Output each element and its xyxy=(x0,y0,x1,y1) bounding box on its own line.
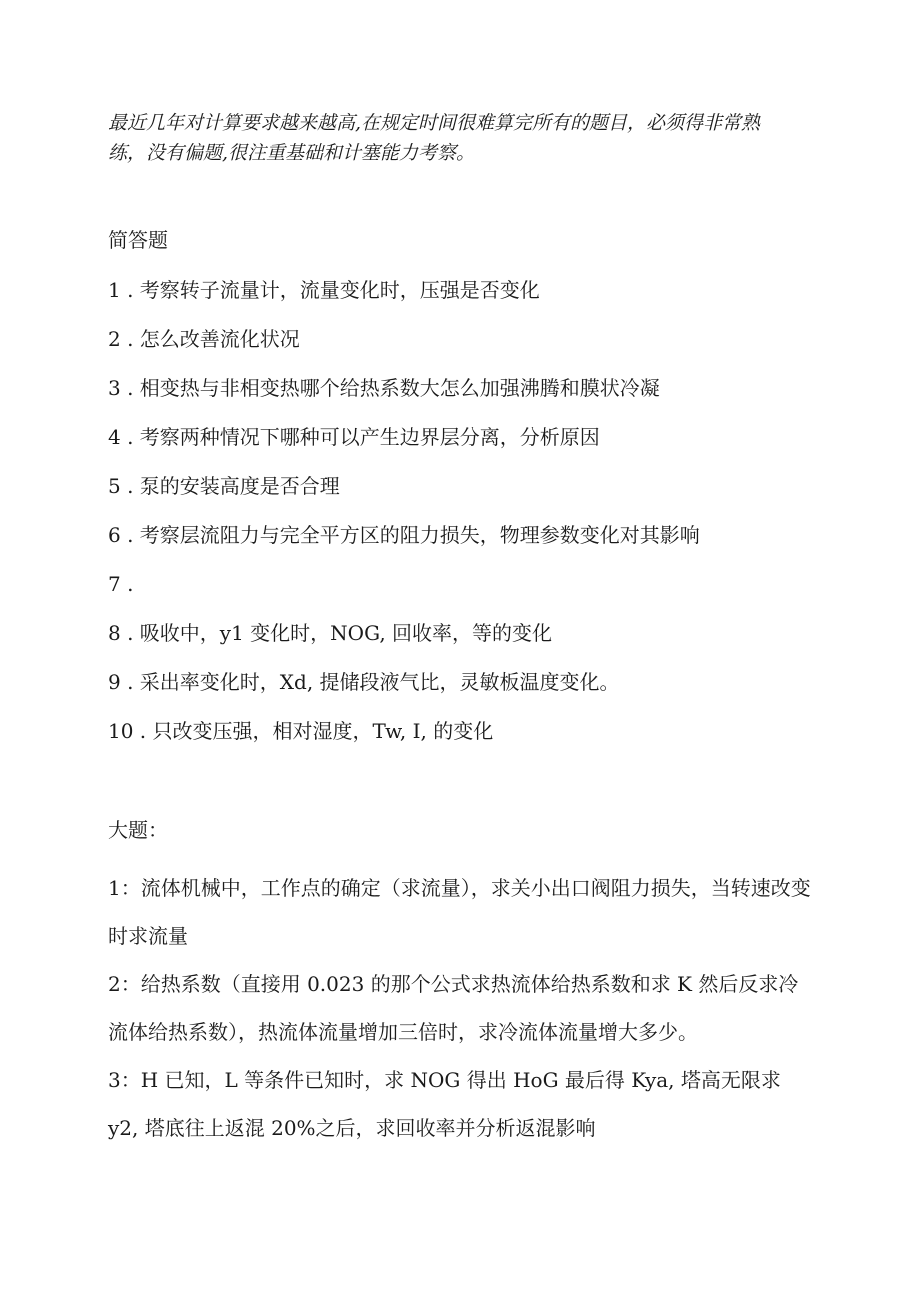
intro-paragraph: 最近几年对计算要求越来越高,在规定时间很难算完所有的题目，必须得非常熟练，没有偏题,很注重基础和计塞能力考察。 xyxy=(108,112,761,164)
short-answer-heading: 简答题 xyxy=(108,228,168,252)
big-questions-list xyxy=(108,864,814,1152)
short-answer-item-10: 10 . 只改变压强，相对湿度，Tw, I, 的变化 xyxy=(108,719,494,743)
big-questions-heading: 大题： xyxy=(108,818,168,842)
short-answer-item-5: 5 . 泵的安装高度是否合理 xyxy=(108,474,340,498)
short-answer-item-6: 6 . 考察层流阻力与完全平方区的阻力损失，物理参数变化对其影响 xyxy=(108,523,700,547)
big-question-3: 3：H 已知，L 等条件已知时，求 NOG 得出 HoG 最后得 Kya, 塔高无限求 y2, 塔底往上返混 20%之后，求回收率并分析返混影响 xyxy=(108,1068,781,1140)
big-question-2: 2：给热系数（直接用 0.023 的那个公式求热流体给热系数和求 K 然后反求冷流体给热系数），热流体流量增加三倍时，求冷流体流量增大多少。 xyxy=(108,972,799,1044)
short-answer-item-4: 4 . 考察两种情况下哪种可以产生边界层分离，分析原因 xyxy=(108,425,600,449)
short-answer-item-7: 7 . xyxy=(108,572,134,596)
short-answer-item-3: 3 . 相变热与非相变热哪个给热系数大怎么加强沸腾和膜状冷凝 xyxy=(108,376,660,400)
short-answer-list xyxy=(108,276,828,766)
short-answer-item-9: 9 . 采出率变化时，Xd, 提储段液气比，灵敏板温度变化。 xyxy=(108,670,620,694)
short-answer-item-8: 8 . 吸收中，y1 变化时，NOG, 回收率，等的变化 xyxy=(108,621,553,645)
short-answer-item-2: 2 . 怎么改善流化状况 xyxy=(108,327,300,351)
short-answer-item-1: 1 . 考察转子流量计，流量变化时，压强是否变化 xyxy=(108,278,540,302)
big-question-1: 1：流体机械中，工作点的确定（求流量），求关小出口阀阻力损失，当转速改变时求流量 xyxy=(108,876,811,948)
